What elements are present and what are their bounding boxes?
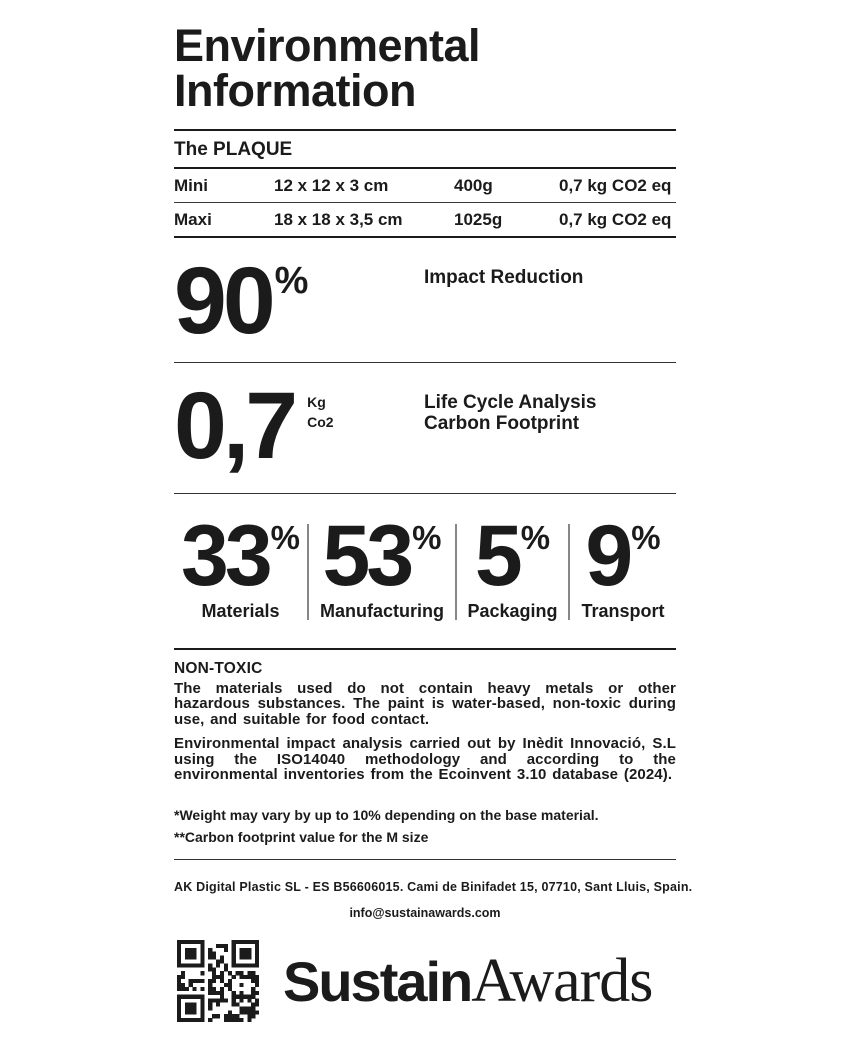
co2-cell: 0,7 kg CO2 eq bbox=[559, 176, 672, 195]
carbon-footprint-unit bbox=[307, 391, 333, 432]
page-title-line2: Information bbox=[174, 65, 416, 116]
breakdown-value-group bbox=[585, 508, 661, 604]
non-toxic-section bbox=[174, 650, 676, 782]
unit-co2: Co2 bbox=[307, 414, 334, 430]
dimensions-cell: 18 x 18 x 3,5 cm bbox=[274, 210, 403, 229]
breakdown-value-group bbox=[474, 508, 551, 604]
size-name-cell: Mini bbox=[174, 176, 208, 195]
logo-sustain-text: Sustain bbox=[283, 950, 472, 1014]
contact-email: info@sustainawards.com bbox=[349, 906, 501, 921]
section-divider bbox=[174, 859, 676, 860]
carbon-footprint-value-group bbox=[174, 373, 424, 479]
breakdown-value-group bbox=[180, 508, 300, 604]
dimensions-cell: 12 x 12 x 3 cm bbox=[274, 176, 389, 195]
weight-cell: 1025g bbox=[454, 210, 503, 229]
company-address-line: AK Digital Plastic SL - ES B56606015. Cami de Binifadet 15, 07710, Sant Lluis, Spain. bbox=[174, 880, 693, 895]
qr-code-icon bbox=[177, 940, 259, 1022]
page-title-line1: Environmental bbox=[174, 20, 481, 71]
sustainawards-logo bbox=[283, 947, 653, 1016]
packaging-value: 5 bbox=[474, 508, 519, 604]
table-row-maxi bbox=[174, 202, 676, 236]
analysis-paragraph: Environmental impact analysis carried out by Inèdit Innovació, S.L using the ISO14040 methodology and according to the environmental inventories from the Ecoinvent 3.10 database (2024). bbox=[174, 735, 676, 784]
impact-reduction-label: Impact Reduction bbox=[424, 267, 584, 288]
percent-sign: % bbox=[270, 519, 300, 556]
label-line2: Carbon Footprint bbox=[424, 413, 580, 434]
impact-reduction-value-group bbox=[174, 248, 424, 354]
brand-footer bbox=[174, 940, 676, 1022]
product-spec-table bbox=[174, 129, 676, 238]
sheet-content bbox=[174, 0, 693, 1022]
packaging-label: Packaging bbox=[467, 601, 558, 621]
percent-sign: % bbox=[274, 260, 309, 302]
size-name-cell: Maxi bbox=[174, 210, 212, 229]
breakdown-manufacturing bbox=[309, 508, 455, 622]
co2-cell: 0,7 kg CO2 eq bbox=[559, 210, 672, 229]
manufacturing-label: Manufacturing bbox=[320, 601, 444, 621]
footnote-carbon: **Carbon footprint value for the M size bbox=[174, 829, 429, 846]
unit-kg: Kg bbox=[307, 394, 326, 410]
page-title bbox=[174, 20, 676, 116]
carbon-footprint-stat bbox=[174, 363, 676, 494]
footnotes bbox=[174, 807, 676, 845]
product-table-header: The PLAQUE bbox=[174, 131, 676, 169]
weight-cell: 400g bbox=[454, 176, 493, 195]
transport-label: Transport bbox=[581, 601, 665, 621]
non-toxic-heading: NON-TOXIC bbox=[174, 660, 263, 677]
materials-label: Materials bbox=[201, 601, 280, 621]
table-row-mini bbox=[174, 169, 676, 202]
materials-value: 33 bbox=[180, 508, 269, 604]
percent-sign: % bbox=[631, 519, 661, 556]
carbon-footprint-label bbox=[424, 391, 596, 434]
logo-awards-text: Awards bbox=[471, 947, 653, 1016]
impact-breakdown bbox=[174, 494, 676, 650]
breakdown-transport bbox=[570, 508, 676, 622]
breakdown-materials bbox=[174, 508, 307, 622]
percent-sign: % bbox=[412, 519, 442, 556]
breakdown-value-group bbox=[322, 508, 442, 604]
impact-reduction-value: 90 bbox=[174, 248, 272, 354]
impact-reduction-stat bbox=[174, 238, 676, 363]
carbon-footprint-value: 0,7 bbox=[174, 373, 295, 479]
footnote-weight: *Weight may vary by up to 10% depending on the base material. bbox=[174, 807, 599, 824]
manufacturing-value: 53 bbox=[322, 508, 411, 604]
breakdown-packaging bbox=[457, 508, 568, 622]
label-line1: Life Cycle Analysis bbox=[424, 392, 597, 413]
non-toxic-paragraph: The materials used do not contain heavy metals or other hazardous substances. The paint is water-based, non-toxic during use, and suitable for food contact. bbox=[174, 680, 676, 728]
percent-sign: % bbox=[520, 519, 551, 556]
transport-value: 9 bbox=[585, 508, 630, 604]
